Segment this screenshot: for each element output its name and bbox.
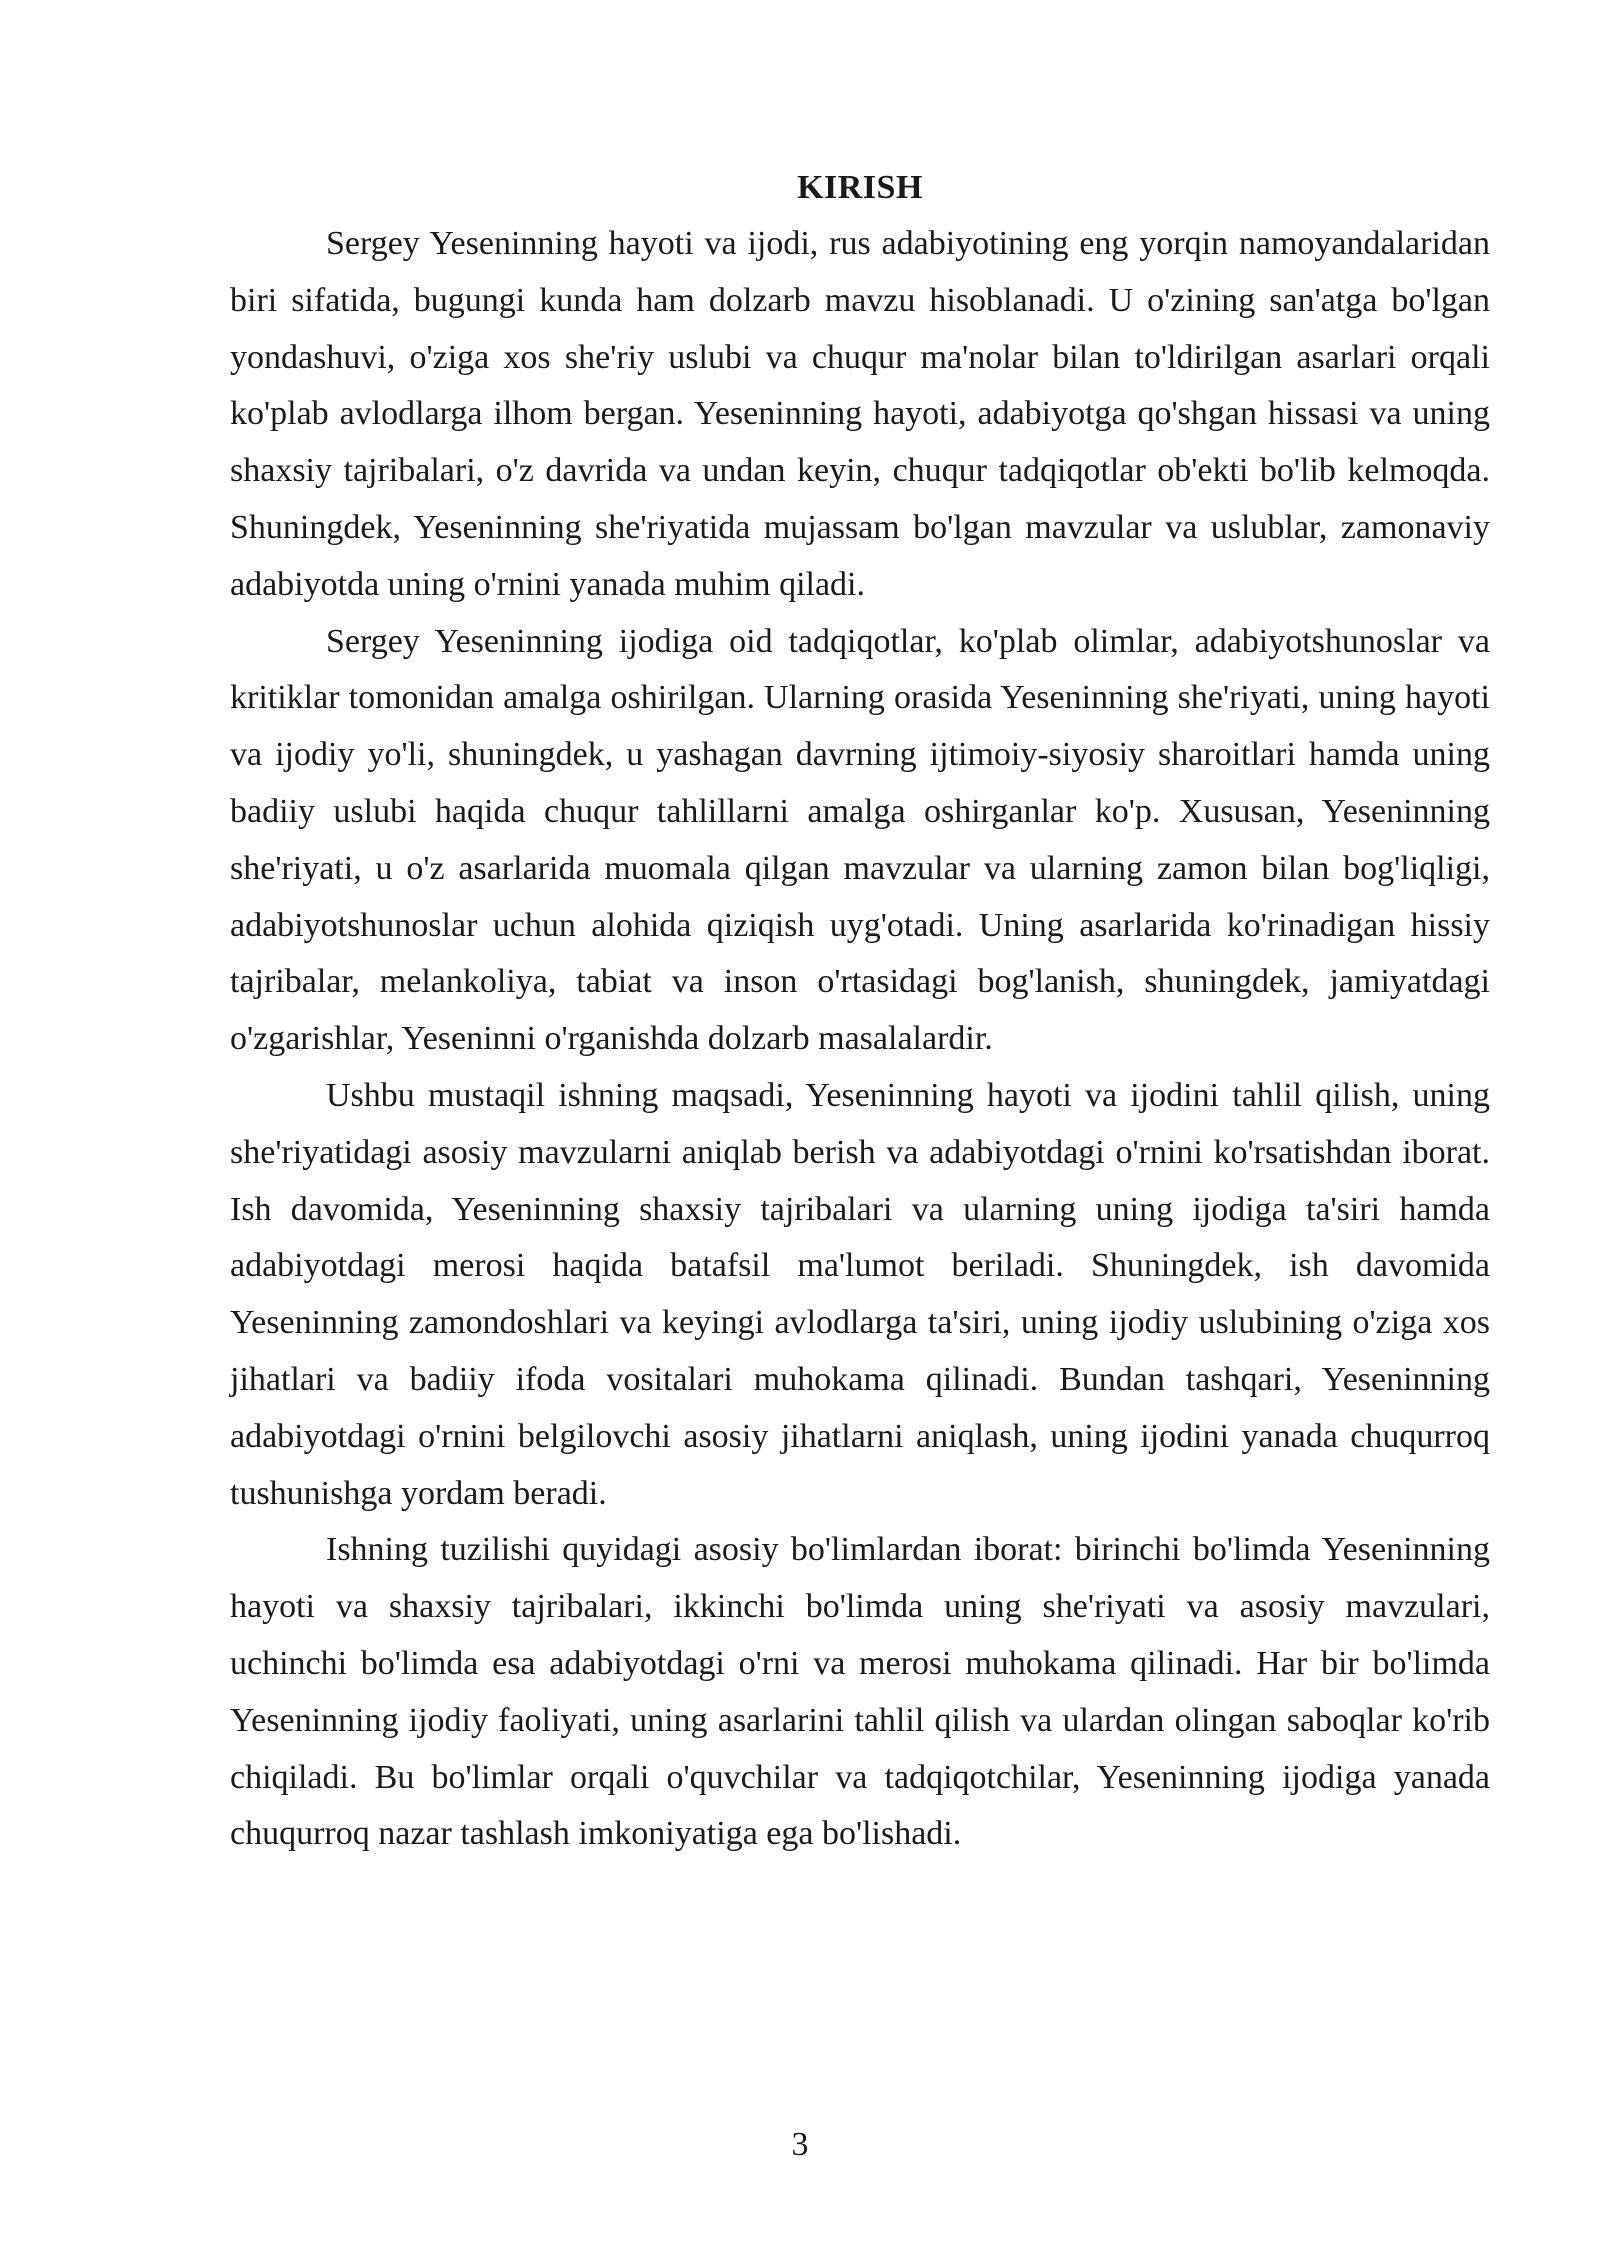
paragraph-4: Ishning tuzilishi quyidagi asosiy bo'limlardan iborat: birinchi bo'limda Yeseninning hayoti va shaxsiy tajribalari, ikkinchi bo'limda uning she'riyati va asosiy mavzulari, uchinchi bo'limda esa adabiyotdagi o'rni va merosi muhokama qilinadi. Har bir bo'limda Yeseninning ijodiy faoliyati, uning asarlarini tahlil qilish va ulardan olingan saboqlar ko'rib chiqiladi. Bu bo'limlar orqali o'quvchilar va tadqiqotchilar, Yeseninning ijodiga yanada chuqurroq nazar tashlash imkoniyatiga ega bo'lishadi. bbox=[230, 1531, 1490, 1853]
paragraph-1: Sergey Yeseninning hayoti va ijodi, rus adabiyotining eng yorqin namoyandalaridan biri sifatida, bugungi kunda ham dolzarb mavzu hisoblanadi. U o'zining san'atga bo'lgan yondashuvi, o'ziga xos she'riy uslubi va chuqur ma'nolar bilan to'ldirilgan asarlari orqali ko'plab avlodlarga ilhom bergan. Yeseninning hayoti, adabiyotga qo'shgan hissasi va uning shaxsiy tajribalari, o'z davrida va undan keyin, chuqur tadqiqotlar ob'ekti bo'lib kelmoqda. Shuningdek, Yeseninning she'riyatida mujassam bo'lgan mavzular va uslublar, zamonaviy adabiyotda uning o'rnini yanada muhim qiladi. bbox=[230, 225, 1490, 603]
page-number: 3 bbox=[791, 2126, 809, 2163]
paragraph-2: Sergey Yeseninning ijodiga oid tadqiqotlar, ko'plab olimlar, adabiyotshunoslar va kritiklar tomonidan amalga oshirilgan. Ularning orasida Yeseninning she'riyati, uning hayoti va ijodiy yo'li, shuningdek, u yashagan davrning ijtimoiy-siyosiy sharoitlari hamda uning badiiy uslubi haqida chuqur tahlillarni amalga oshirganlar ko'p. Xususan, Yeseninning she'riyati, u o'z asarlarida muomala qilgan mavzular va ularning zamon bilan bog'liqligi, adabiyotshunoslar uchun alohida qiziqish uyg'otadi. Uning asarlarida ko'rinadigan hissiy tajribalar, melankoliya, tabiat va inson o'rtasidagi bog'lanish, shuningdek, jamiyatdagi o'zgarishlar, Yeseninni o'rganishda dolzarb masalalardir. bbox=[230, 622, 1490, 1058]
paragraph-3: Ushbu mustaqil ishning maqsadi, Yeseninning hayoti va ijodini tahlil qilish, uning she'riyatidagi asosiy mavzularni aniqlab berish va adabiyotdagi o'rnini ko'rsatishdan iborat. Ish davomida, Yeseninning shaxsiy tajribalari va ularning uning ijodiga ta'siri hamda adabiyotdagi merosi haqida batafsil ma'lumot beriladi. Shuningdek, ish davomida Yeseninning zamondoshlari va keyingi avlodlarga ta'siri, uning ijodiy uslubining o'ziga xos jihatlari va badiiy ifoda vositalari muhokama qilinadi. Bundan tashqari, Yeseninning adabiyotdagi o'rnini belgilovchi asosiy jihatlarni aniqlash, uning ijodini yanada chuqurroq tushunishga yordam beradi. bbox=[230, 1076, 1490, 1512]
section-title: KIRISH bbox=[797, 169, 923, 206]
page-content bbox=[230, 160, 1490, 1863]
